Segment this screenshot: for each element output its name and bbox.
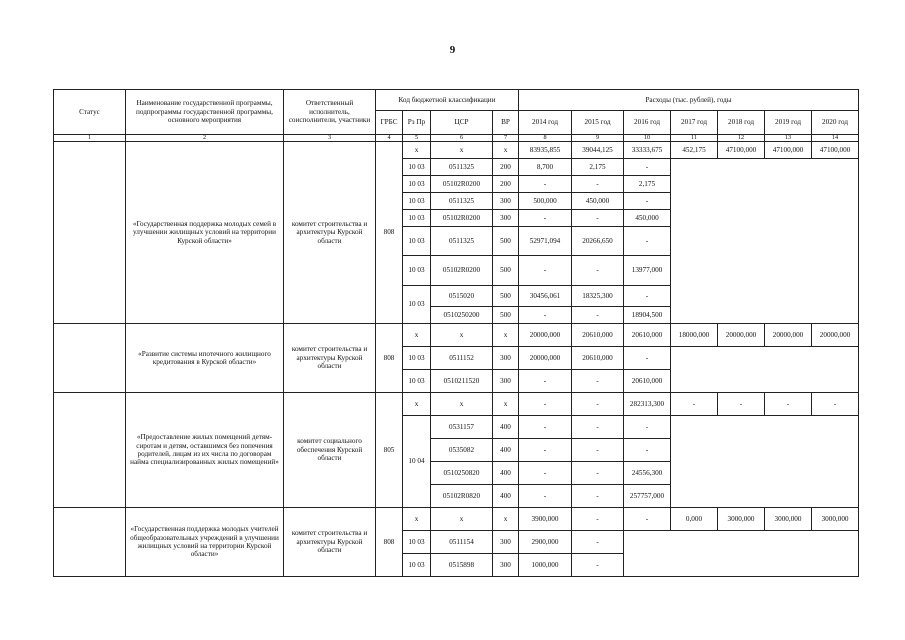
value-cell: - xyxy=(572,439,624,462)
csr-cell: 0511325 xyxy=(431,193,493,210)
value-cell: - xyxy=(624,508,671,531)
value-cell: - xyxy=(671,393,718,416)
vr-header: ВР xyxy=(493,111,519,135)
value-cell: 8,700 xyxy=(519,159,572,176)
csr-cell: 0531157 xyxy=(431,416,493,439)
budget-table xyxy=(53,89,859,577)
value-cell: - xyxy=(519,462,572,485)
vr-cell: 300 xyxy=(493,554,519,577)
column-index: 7 xyxy=(493,135,519,142)
year-header: 2018 год xyxy=(718,111,765,135)
value-cell: 3000,000 xyxy=(812,508,859,531)
vr-cell: x xyxy=(493,508,519,531)
value-cell: - xyxy=(572,393,624,416)
value-cell: - xyxy=(765,393,812,416)
grbs-header: ГРБС xyxy=(376,111,403,135)
responsible-header: Ответственный исполнитель, соисполнители, участники xyxy=(284,90,376,135)
csr-cell: 05102R0200 xyxy=(431,210,493,227)
value-cell: - xyxy=(519,485,572,508)
rzpr-cell: 10 03 xyxy=(403,554,431,577)
value-cell: 450,000 xyxy=(624,210,671,227)
responsible-executor: комитет строительства и архитектуры Курской области xyxy=(284,142,376,324)
value-cell: 13977,000 xyxy=(624,256,671,286)
column-index: 9 xyxy=(572,135,624,142)
value-cell: 3000,000 xyxy=(765,508,812,531)
value-cell: - xyxy=(624,347,671,370)
value-cell: - xyxy=(519,176,572,193)
column-index: 3 xyxy=(284,135,376,142)
value-cell: - xyxy=(624,159,671,176)
value-cell: 52971,094 xyxy=(519,227,572,256)
value-cell: - xyxy=(572,531,624,554)
vr-cell: 200 xyxy=(493,159,519,176)
csr-cell: x xyxy=(431,324,493,347)
table-row xyxy=(54,508,859,531)
csr-cell: 05102R0200 xyxy=(431,256,493,286)
value-cell: 282313,300 xyxy=(624,393,671,416)
vr-cell: 400 xyxy=(493,462,519,485)
value-cell: 20000,000 xyxy=(718,324,765,347)
empty-cell xyxy=(671,416,859,508)
value-cell: - xyxy=(519,256,572,286)
status-header: Статус xyxy=(54,90,126,135)
csr-cell: 0511152 xyxy=(431,347,493,370)
value-cell: - xyxy=(572,256,624,286)
responsible-executor: комитет социального обеспечения Курской области xyxy=(284,393,376,508)
rzpr-cell: x xyxy=(403,142,431,159)
value-cell: 20000,000 xyxy=(812,324,859,347)
vr-cell: 300 xyxy=(493,531,519,554)
value-cell: - xyxy=(572,554,624,577)
rzpr-cell: 10 03 xyxy=(403,531,431,554)
year-header: 2016 год xyxy=(624,111,671,135)
value-cell: 20266,650 xyxy=(572,227,624,256)
column-index: 13 xyxy=(765,135,812,142)
program-name: «Государственная поддержка молодых учителей общеобразовательных учреждений в улучшении жилищных условий на территории Курской области» xyxy=(126,508,284,577)
vr-cell: 400 xyxy=(493,485,519,508)
name-header: Наименование государственной программы, подпрограммы государственной программы, основного мероприятия xyxy=(126,90,284,135)
status-cell xyxy=(54,142,126,324)
column-index: 4 xyxy=(376,135,403,142)
value-cell: 450,000 xyxy=(572,193,624,210)
value-cell: - xyxy=(718,393,765,416)
column-index: 5 xyxy=(403,135,431,142)
rzpr-cell: 10 03 xyxy=(403,286,431,324)
value-cell: 20000,000 xyxy=(519,324,572,347)
program-name: «Развитие системы ипотечного жилищного кредитования в Курской области» xyxy=(126,324,284,393)
csr-cell: 05102R0200 xyxy=(431,176,493,193)
column-index: 2 xyxy=(126,135,284,142)
rzpr-cell: 10 03 xyxy=(403,256,431,286)
value-cell: 2,175 xyxy=(572,159,624,176)
vr-cell: x xyxy=(493,142,519,159)
value-cell: 30456,061 xyxy=(519,286,572,307)
vr-cell: 400 xyxy=(493,439,519,462)
value-cell: - xyxy=(519,210,572,227)
vr-cell: 200 xyxy=(493,176,519,193)
vr-cell: 500 xyxy=(493,307,519,324)
header-row xyxy=(54,90,859,111)
value-cell: 2,175 xyxy=(624,176,671,193)
table-row xyxy=(54,324,859,347)
value-cell: 83935,855 xyxy=(519,142,572,159)
vr-cell: 500 xyxy=(493,286,519,307)
value-cell: 24556,300 xyxy=(624,462,671,485)
value-cell: 18904,500 xyxy=(624,307,671,324)
rzpr-cell: 10 03 xyxy=(403,227,431,256)
table-row xyxy=(54,393,859,416)
csr-header: ЦСР xyxy=(431,111,493,135)
grbs-cell: 808 xyxy=(376,324,403,393)
value-cell: - xyxy=(572,370,624,393)
year-header: 2014 год xyxy=(519,111,572,135)
value-cell: - xyxy=(624,227,671,256)
value-cell: 20610,000 xyxy=(572,347,624,370)
csr-cell: 0535082 xyxy=(431,439,493,462)
value-cell: 20610,000 xyxy=(624,370,671,393)
csr-cell: x xyxy=(431,393,493,416)
vr-cell: 300 xyxy=(493,347,519,370)
value-cell: - xyxy=(572,176,624,193)
empty-cell xyxy=(624,531,859,577)
year-header: 2017 год xyxy=(671,111,718,135)
rzpr-cell: 10 03 xyxy=(403,347,431,370)
expenses-header: Расходы (тыс. рублей), годы xyxy=(519,90,859,111)
budget-code-header: Код бюджетной классификации xyxy=(376,90,519,111)
csr-cell: 05102R0820 xyxy=(431,485,493,508)
value-cell: - xyxy=(624,439,671,462)
year-header: 2020 год xyxy=(812,111,859,135)
csr-cell: 0511325 xyxy=(431,159,493,176)
value-cell: - xyxy=(519,307,572,324)
csr-cell: 0511325 xyxy=(431,227,493,256)
value-cell: - xyxy=(812,393,859,416)
value-cell: 47100,000 xyxy=(765,142,812,159)
value-cell: 500,000 xyxy=(519,193,572,210)
responsible-executor: комитет строительства и архитектуры Курской области xyxy=(284,508,376,577)
value-cell: 1000,000 xyxy=(519,554,572,577)
vr-cell: 500 xyxy=(493,256,519,286)
rzpr-cell: x xyxy=(403,508,431,531)
column-index: 8 xyxy=(519,135,572,142)
value-cell: 0,000 xyxy=(671,508,718,531)
value-cell: 452,175 xyxy=(671,142,718,159)
column-index: 11 xyxy=(671,135,718,142)
value-cell: 3900,000 xyxy=(519,508,572,531)
value-cell: 39044,125 xyxy=(572,142,624,159)
value-cell: 47100,000 xyxy=(718,142,765,159)
vr-cell: 400 xyxy=(493,416,519,439)
vr-cell: 300 xyxy=(493,193,519,210)
value-cell: 33333,675 xyxy=(624,142,671,159)
column-index: 1 xyxy=(54,135,126,142)
status-cell xyxy=(54,393,126,508)
csr-cell: 0515020 xyxy=(431,286,493,307)
value-cell: 20000,000 xyxy=(519,347,572,370)
value-cell: - xyxy=(572,485,624,508)
csr-cell: 0511154 xyxy=(431,531,493,554)
rzpr-cell: 10 04 xyxy=(403,416,431,508)
value-cell: 3000,000 xyxy=(718,508,765,531)
year-header: 2015 год xyxy=(572,111,624,135)
rzpr-cell: 10 03 xyxy=(403,159,431,176)
csr-cell: 0515898 xyxy=(431,554,493,577)
grbs-cell: 808 xyxy=(376,508,403,577)
value-cell: - xyxy=(572,462,624,485)
value-cell: - xyxy=(624,416,671,439)
rzpr-cell: 10 03 xyxy=(403,193,431,210)
value-cell: - xyxy=(572,508,624,531)
grbs-cell: 808 xyxy=(376,142,403,324)
value-cell: - xyxy=(519,393,572,416)
empty-cell xyxy=(671,347,859,393)
vr-cell: x xyxy=(493,393,519,416)
grbs-cell: 805 xyxy=(376,393,403,508)
value-cell: - xyxy=(572,210,624,227)
csr-cell: x xyxy=(431,508,493,531)
value-cell: 257757,000 xyxy=(624,485,671,508)
value-cell: - xyxy=(624,193,671,210)
table-row xyxy=(54,142,859,159)
responsible-executor: комитет строительства и архитектуры Курской области xyxy=(284,324,376,393)
rzpr-cell: x xyxy=(403,324,431,347)
vr-cell: x xyxy=(493,324,519,347)
rzpr-cell: x xyxy=(403,393,431,416)
value-cell: 47100,000 xyxy=(812,142,859,159)
csr-cell: 0510250200 xyxy=(431,307,493,324)
column-index: 14 xyxy=(812,135,859,142)
value-cell: - xyxy=(519,416,572,439)
vr-cell: 300 xyxy=(493,210,519,227)
page-number: 9 xyxy=(449,44,456,56)
value-cell: 2900,000 xyxy=(519,531,572,554)
rzpr-header: Рз Пр xyxy=(403,111,431,135)
column-index: 6 xyxy=(431,135,493,142)
status-cell xyxy=(54,324,126,393)
value-cell: 20610,000 xyxy=(572,324,624,347)
program-name: «Государственная поддержка молодых семей в улучшении жилищных условий на территории Курской области» xyxy=(126,142,284,324)
csr-cell: x xyxy=(431,142,493,159)
value-cell: - xyxy=(572,307,624,324)
program-name: «Предоставление жилых помещений детям-сиротам и детям, оставшимся без попечения родителей, лицам из их числа по договорам найма специализированных жилых помещений» xyxy=(126,393,284,508)
rzpr-cell: 10 03 xyxy=(403,176,431,193)
value-cell: - xyxy=(519,439,572,462)
value-cell: 18000,000 xyxy=(671,324,718,347)
column-index: 10 xyxy=(624,135,671,142)
column-index-row xyxy=(54,135,859,142)
value-cell: 20000,000 xyxy=(765,324,812,347)
column-index: 12 xyxy=(718,135,765,142)
value-cell: 20610,000 xyxy=(624,324,671,347)
rzpr-cell: 10 03 xyxy=(403,370,431,393)
value-cell: - xyxy=(624,286,671,307)
rzpr-cell: 10 03 xyxy=(403,210,431,227)
value-cell: - xyxy=(572,416,624,439)
status-cell xyxy=(54,508,126,577)
vr-cell: 500 xyxy=(493,227,519,256)
value-cell: 18325,300 xyxy=(572,286,624,307)
value-cell: - xyxy=(519,370,572,393)
vr-cell: 300 xyxy=(493,370,519,393)
year-header: 2019 год xyxy=(765,111,812,135)
empty-cell xyxy=(671,159,859,324)
csr-cell: 0510211520 xyxy=(431,370,493,393)
csr-cell: 0510250820 xyxy=(431,462,493,485)
